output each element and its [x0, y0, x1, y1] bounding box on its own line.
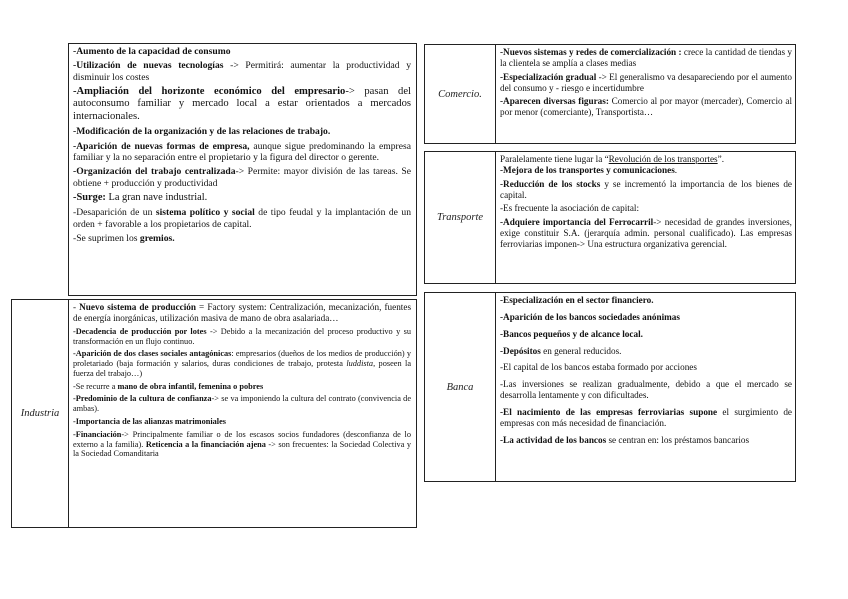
transporte-label: Transporte	[436, 212, 484, 223]
item: -Modificación de la organización y de las relaciones de trabajo.	[73, 126, 331, 138]
item: -Aparición de los bancos sociedades anónimas	[500, 311, 680, 322]
item: -Mejora de los transportes y comunicaciones.	[500, 164, 678, 175]
comercio-content	[500, 47, 792, 121]
transporte-content	[500, 154, 792, 253]
comercio-box	[424, 44, 796, 144]
transporte-box	[424, 151, 796, 284]
item: -Adquiere importancia del Ferrocarril-> necesidad de grandes inversiones, exige constituir S.A. (jerarquía admin. personal cualificado). Las empresas ferroviarias imponen-> Una estructura organizativa gerencial.	[500, 217, 792, 250]
left-top-box	[68, 43, 417, 296]
item: -Bancos pequeños y de alcance local.	[500, 328, 643, 339]
item: -El capital de los bancos estaba formado por acciones	[500, 362, 697, 373]
item: -Aumento de la capacidad de consumo	[73, 46, 231, 57]
item: -Aparición de dos clases sociales antagónicas: empresarios (dueños de los medios de producción) y proletariado (baja formación y salarios, duras condiciones de trabajo, protesta luddista, poseen la fuerza del trabajo…)	[73, 349, 411, 378]
item: -Las inversiones se realizan gradualmente, debido a que el mercado se desarrolla lentamente y con dificultades.	[500, 379, 792, 401]
item: -Decadencia de producción por lotes -> Debido a la mecanización del proceso productivo y su transformación en un flujo continuo.	[73, 326, 412, 346]
item: -Nuevos sistemas y redes de comercialización : crece la cantidad de tiendas y la clientela se amplía a clases medias	[500, 47, 792, 68]
item: -Desaparición de un sistema político y social de tipo feudal y la implantación de un orden + favorable a los propietarios de capital.	[73, 207, 412, 230]
item: -Es frecuente la asociación de capital:	[500, 203, 640, 214]
industria-box	[11, 299, 417, 528]
item: -Se recurre a mano de obra infantil, femenina o pobres	[73, 381, 264, 391]
item: - Nuevo sistema de producción = Factory system: Centralización, mecanización, fuentes de energía inorgánicas, utilización masiva de mano de obra asalariada…	[73, 302, 412, 323]
item: -Se suprimen los gremios.	[73, 232, 175, 244]
item: -La actividad de los bancos se centran en: los préstamos bancarios	[500, 434, 750, 445]
industria-label: Industria	[20, 408, 60, 419]
item: -Especialización en el sector financiero.	[500, 295, 654, 305]
item: -Organización del trabajo centralizada-> Permite: mayor división de las tareas. Se obtiene + producción y productividad	[73, 166, 411, 189]
item: -Aparecen diversas figuras: Comercio al por mayor (mercader), Comercio al por menor (comerciante), Transportista…	[500, 96, 792, 118]
item: -Reducción de los stocks y se incrementó la importancia de los bienes de capital.	[500, 178, 792, 200]
item: -Depósitos en general reducidos.	[500, 345, 622, 356]
item: -Financiación-> Principalmente familiar o de los escasos socios fundadores (desconfianza de lo externo a la familia). Reticencia a la financiación ajena -> son frecuentes: la Sociedad Colectiva y la Sociedad Comanditaria	[73, 429, 412, 459]
item: -Surge: La gran nave industrial.	[73, 192, 208, 203]
item: -El nacimiento de las empresas ferroviarias supone el surgimiento de empresas con más necesidad de financiación.	[500, 407, 792, 428]
left-top-content	[73, 46, 411, 247]
comercio-label: Comercio.	[438, 88, 482, 100]
banca-content	[500, 295, 792, 449]
banca-label: Banca	[446, 381, 474, 393]
item: -Especialización gradual -> El generalismo va desapareciendo por el aumento del consumo y - riesgo e incertidumbre	[500, 71, 792, 93]
item: -Utilización de nuevas tecnologías -> Permitirá: aumentar la productividad y disminuir los costes	[73, 60, 411, 83]
item: -Ampliación del horizonte económico del empresario-> pasan del autoconsumo familiar y mercado local a estar orientados a mercados internacionales.	[73, 85, 411, 122]
item: Paralelamente tiene lugar la “Revolución de los transportes”.	[500, 154, 725, 164]
item: -Predominio de la cultura de confianza-> se va imponiendo la cultura del contrato (convivencia de ambas).	[73, 394, 411, 414]
item: -Aparición de nuevas formas de empresa, aunque sigue predominando la empresa familiar y la no separación entre el propietario y la figura del director o gerente.	[73, 140, 411, 164]
banca-box	[424, 292, 796, 482]
industria-content	[73, 302, 411, 462]
item: -Importancia de las alianzas matrimoniales	[73, 416, 227, 426]
